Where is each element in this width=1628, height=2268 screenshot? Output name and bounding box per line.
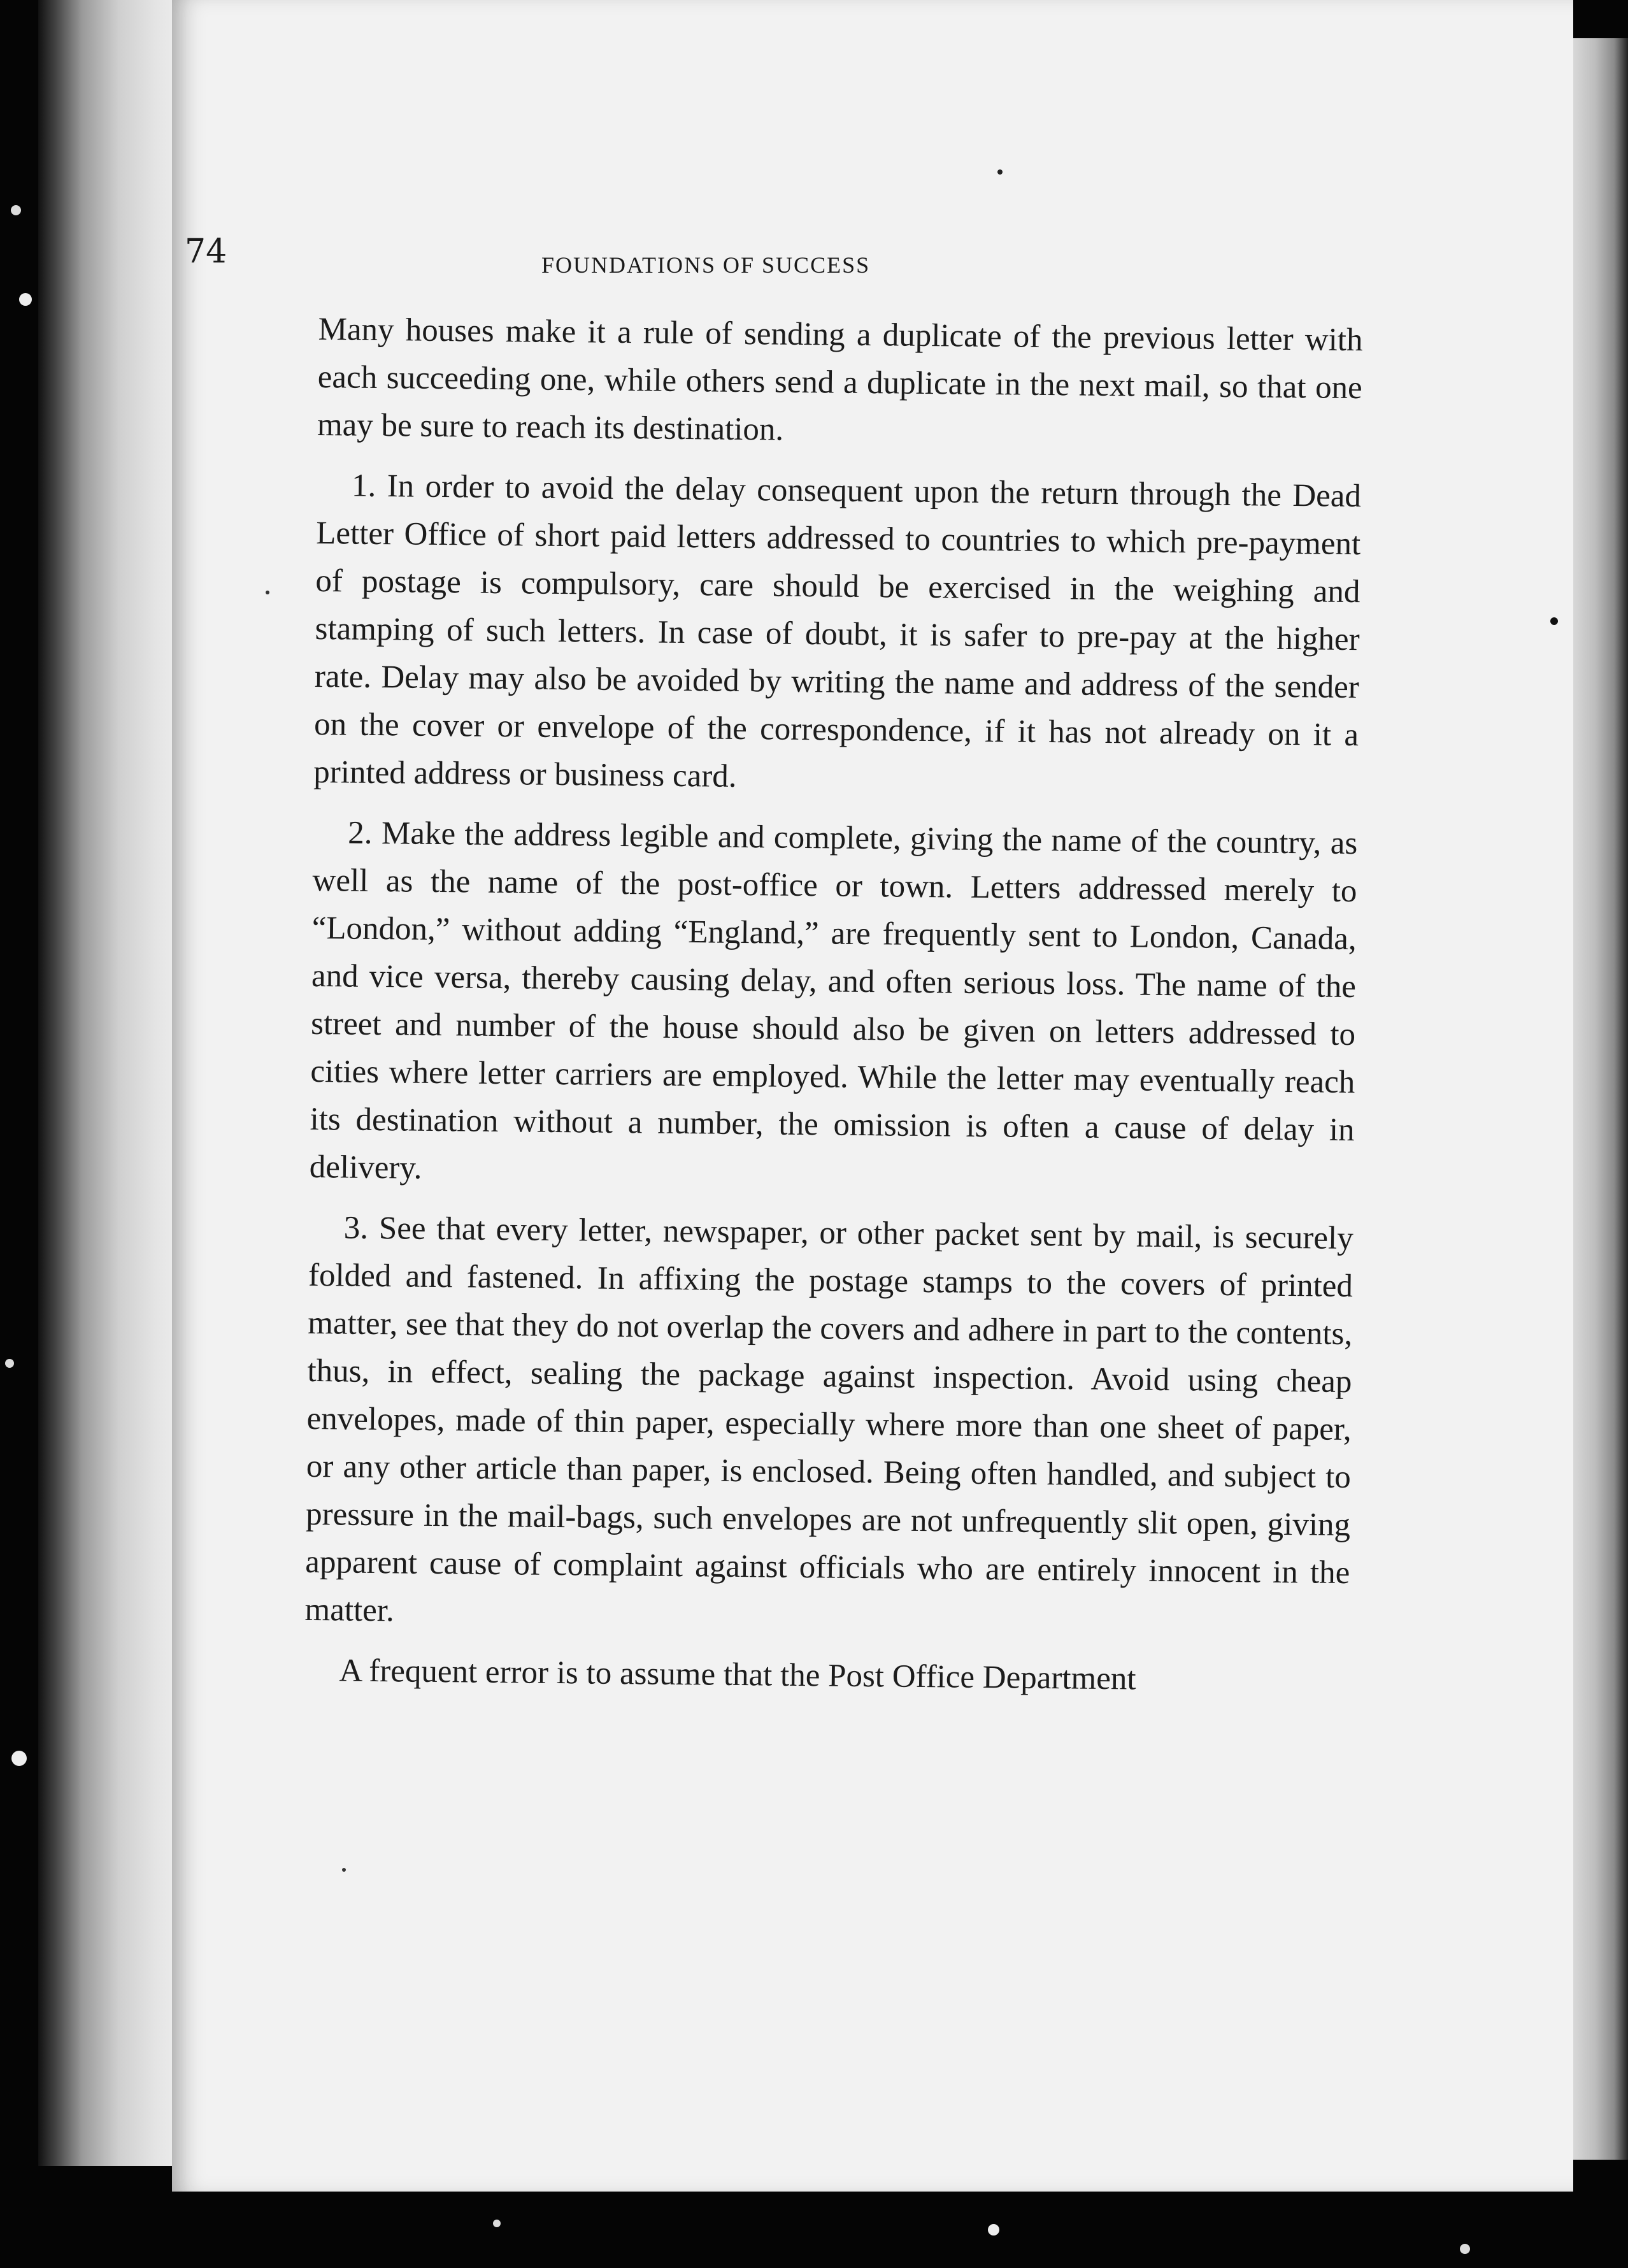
paragraph-rule-1: 1. In order to avoid the delay consequent upon the return through the Dead Letter Office of short paid letters addressed to countries to which pre-payment of postage is compulsory, care should be exercised in the weighing and stamping of such letters. In case of doubt, it is safer to pre-pay at the higher rate. Delay may also be avoided by writing the name and address of the sender on the cover or envelope of the correspondence, if it has not already on it a printed address or business card. <box>313 468 1362 794</box>
paragraph-rule-2: 2. Make the address legible and complete, giving the name of the country, as well as the name of the post-office or town. Letters addressed merely to “London,” without adding “England,” are frequently sent to London, Canada, and vice versa, thereby causing delay, and often serious loss. The name of the street and number of the house should also be given on letters addressed to cities where letter carriers are employed. While the letter may eventually reach its destination without a number, the omission is often a cause of delay in delivery. <box>309 815 1358 1186</box>
paragraph-rule-3: 3. See that every letter, newspaper, or other packet sent by mail, is securely folded and fastened. In affixing the postage stamps to the covers of printed matter, see that they do not overlap the covers and adhere in part to the contents, thus, in effect, sealing the package against inspection. Avoid using cheap envelopes, made of thin paper, especially where more than one sheet of paper, or any other article than paper, is enclosed. Being often handled, and subject to pressure in the mail-bags, such envelopes are not unfrequently slit open, giving apparent cause of complaint against officials who are entirely innocent in the matter. <box>304 1210 1354 1629</box>
page-number: 74 <box>185 233 227 271</box>
running-head: FOUNDATIONS OF SUCCESS <box>541 252 871 278</box>
paragraph-intro: Many houses make it a rule of sending a duplicate of the previous letter with each succeeding one, while others send a duplicate in the next mail, so that one may be sure to reach its destination. <box>317 311 1363 448</box>
paragraph-closing: A frequent error is to assume that the Post Office Department <box>339 1653 1136 1697</box>
